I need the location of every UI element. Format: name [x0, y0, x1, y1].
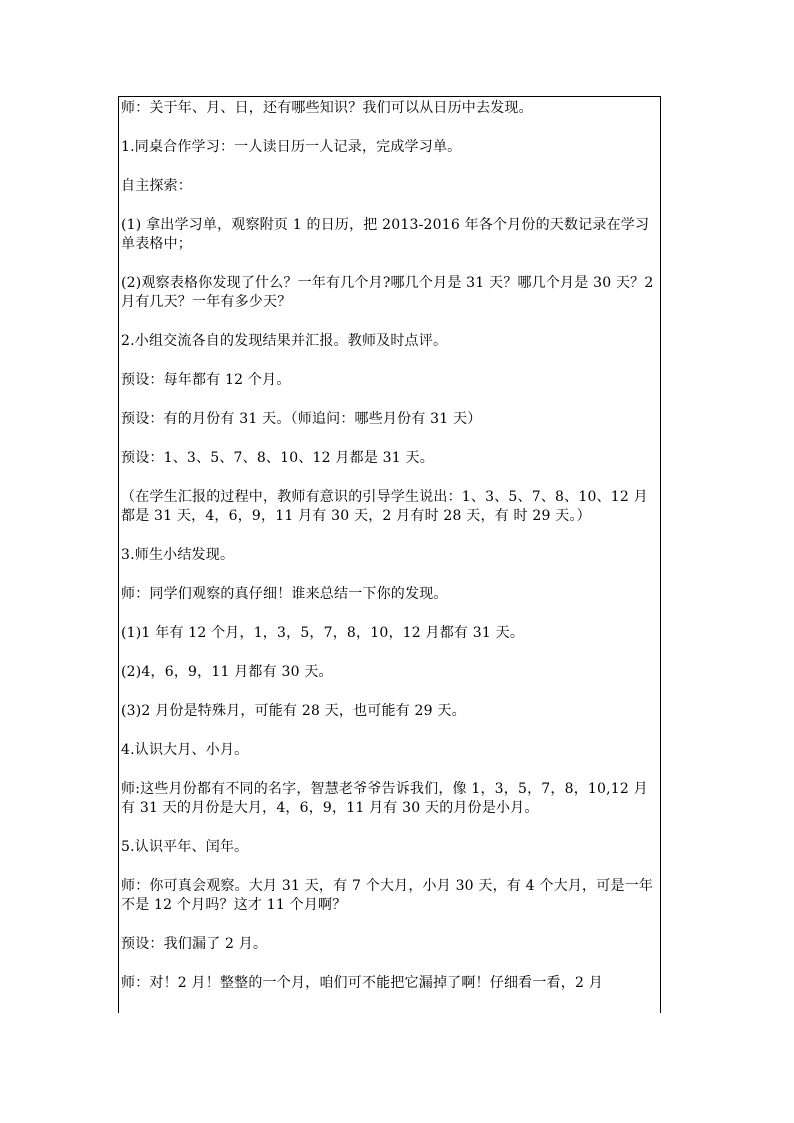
paragraph-7: 预设：每年都有 12 个月。	[121, 372, 291, 388]
paragraph-12: 师：同学们观察的真仔细！谁来总结一下你的发现。	[121, 586, 448, 602]
paragraph-14: (2)4，6，9，11 月都有 30 天。	[121, 664, 333, 680]
paragraph-2: 1.同桌合作学习：一人读日历一人记录，完成学习单。	[121, 139, 462, 155]
paragraph-17: 师:这些月份都有不同的名字，智慧老爷爷告诉我们，像 1，3，5，7，8，10,12 月有 31 天的月份是大月，4，6，9，11 月有 30 天的月份是小月。	[121, 781, 648, 816]
paragraph-10: （在学生汇报的过程中，教师有意识的引导学生说出：1、3、5、7、8、10、12 月都是 31 天，4，6，9，11 月有 30 天，2 月有时 28 天，有 时 29 天。）	[121, 489, 648, 524]
paragraph-9: 预设：1、3、5、7、8、10、12 月都是 31 天。	[121, 450, 434, 466]
lesson-text	[119, 99, 660, 993]
paragraph-5: (2)观察表格你发现了什么？一年有几个月?哪几个月是 31 天？哪几个月是 30 天？2 月有几天？一年有多少天？	[121, 275, 654, 310]
paragraph-6: 2.小组交流各自的发现结果并汇报。教师及时点评。	[121, 333, 448, 349]
paragraph-18: 5.认识平年、闰年。	[121, 839, 249, 855]
paragraph-1: 师：关于年、月、日，还有哪些知识？我们可以从日历中去发现。	[121, 100, 533, 116]
paragraph-3: 自主探索：	[121, 178, 192, 194]
paragraph-20: 预设：我们漏了 2 月。	[121, 936, 268, 952]
paragraph-15: (3)2 月份是特殊月，可能有 28 天，也可能有 29 天。	[121, 703, 466, 719]
paragraph-11: 3.师生小结发现。	[121, 547, 235, 563]
paragraph-19: 师：你可真会观察。大月 31 天，有 7 个大月，小月 30 天，有 4 个大月，可是一年不是 12 个月吗？这才 11 个月啊？	[121, 878, 654, 913]
paragraph-8: 预设：有的月份有 31 天。（师追问：哪些月份有 31 天）	[121, 411, 482, 427]
paragraph-16: 4.认识大月、小月。	[121, 742, 249, 758]
table-cell-frame	[118, 96, 661, 1013]
paragraph-13: (1)1 年有 12 个月，1，3，5，7，8，10，12 月都有 31 天。	[121, 625, 525, 641]
paragraph-21: 师：对！2 月！整整的一个月，咱们可不能把它漏掉了啊！仔细看一看，2 月	[121, 975, 603, 991]
paragraph-4: (1) 拿出学习单，观察附页 1 的日历，把 2013-2016 年各个月份的天数记录在学习单表格中；	[121, 217, 650, 252]
